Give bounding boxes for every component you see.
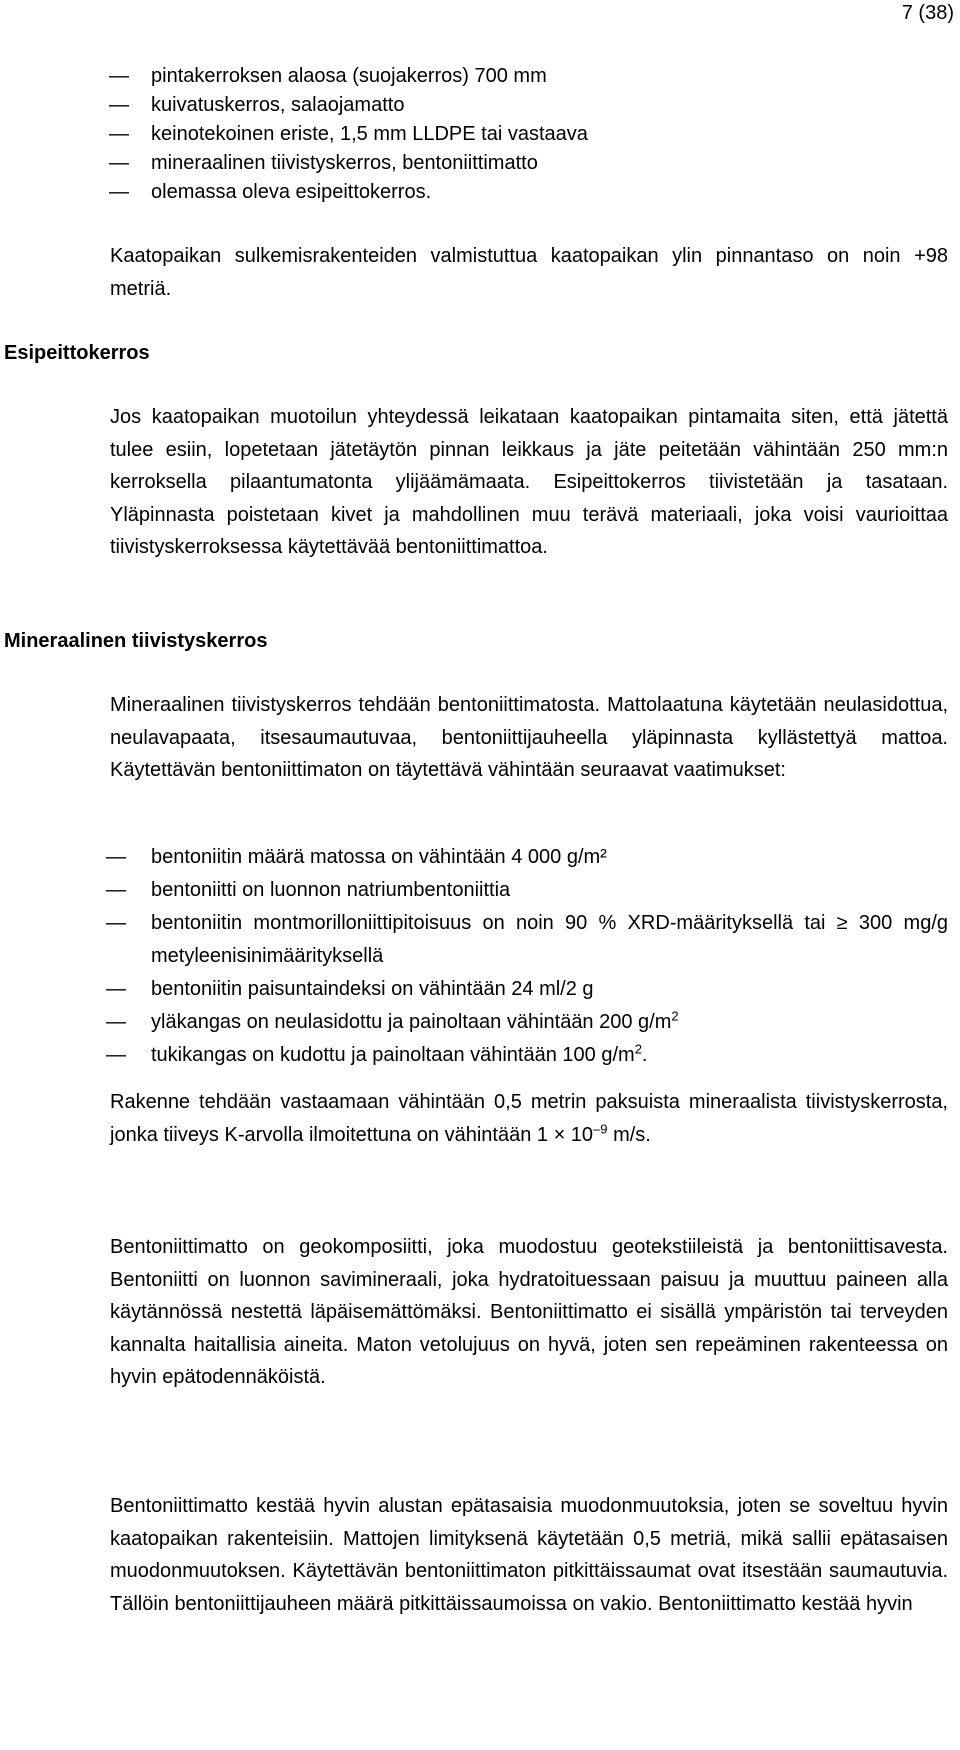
list-item: [106, 841, 948, 874]
requirements-block: [106, 841, 948, 1072]
paragraph2: [110, 1086, 948, 1151]
requirements-list: [106, 841, 948, 1072]
section-heading-mineraalinen-tiivistyskerros: Mineraalinen tiivistyskerros: [4, 630, 268, 652]
intro-section: [110, 62, 948, 207]
superscript: 2: [671, 1008, 679, 1024]
list-dash: —: [109, 181, 129, 203]
list-item-text: pintakerroksen alaosa (suojakerros) 700 mm: [151, 65, 547, 87]
section2-intro-block: [110, 689, 948, 787]
requirement-text: bentoniitin montmorilloniittipitoisuus on noin 90 % XRD-määrityksellä tai ≥ 300 mg/g metyleenisinimäärityksellä: [151, 912, 948, 967]
list-item: [106, 1006, 948, 1039]
list-item: [106, 973, 948, 1006]
paragraph3-block: [110, 1231, 948, 1394]
requirement-text: bentoniitti on luonnon natriumbentoniittia: [151, 879, 511, 901]
superscript: –9: [593, 1120, 608, 1136]
list-item: [106, 874, 948, 907]
list-dash: —: [106, 879, 126, 901]
section1-paragraph: Jos kaatopaikan muotoilun yhteydessä leikataan kaatopaikan pintamaita siten, että jätettä tulee esiin, lopetetaan jätetäytön pinnan leikkaus ja jäte peitetään vähintään 250 mm:n kerroksella pilaantumatonta ylijäämämaata. Esipeittokerros tiivistetään ja tasataan. Yläpinnasta poistetaan kivet ja mahdollinen muu terävä materiaali, joka voisi vaurioittaa tiivistyskerroksessa käytettävää bentoniittimattoa.: [110, 406, 948, 558]
list-dash: —: [106, 1011, 126, 1033]
list-item: [110, 91, 948, 120]
paragraph4: Bentoniittimatto kestää hyvin alustan epätasaisia muodonmuutoksia, joten se soveltuu hyvin kaatopaikan rakenteisiin. Mattojen limityksenä käytetään 0,5 metriä, mikä sallii epätasaisen muodonmuutoksen. Käytettävän bentoniittimaton pitkittäissaumat ovat itsestään saumautuvia. Tällöin bentoniittijauheen määrä pitkittäissaumoissa on vakio. Bentoniittimatto kestää hyvin: [110, 1495, 948, 1615]
list-dash: —: [106, 846, 126, 868]
requirement-text: yläkangas on neulasidottu ja painoltaan vähintään 200 g/m: [151, 1011, 672, 1033]
intro-paragraph: Kaatopaikan sulkemisrakenteiden valmistuttua kaatopaikan ylin pinnantaso on noin +98 metriä.: [110, 245, 948, 300]
paragraph3: Bentoniittimatto on geokomposiitti, joka muodostuu geotekstiileistä ja bentoniittisavesta. Bentoniitti on luonnon savimineraali, joka hydratoituessaan paisuu ja muuttuu paineen alla käytännössä nestettä läpäisemättömäksi. Bentoniittimatto ei sisällä ympäristön tai terveyden kannalta haitallisia aineita. Maton vetolujuus on hyvä, joten sen repeäminen rakenteessa on hyvin epätodennäköistä.: [110, 1236, 948, 1388]
list-dash: —: [109, 152, 129, 174]
section-heading-esipeittokerros: Esipeittokerros: [4, 342, 150, 364]
list-dash: —: [106, 912, 126, 934]
intro-paragraph-block: [110, 240, 948, 305]
list-item: [110, 62, 948, 91]
superscript: 2: [634, 1041, 642, 1057]
list-dash: —: [109, 123, 129, 145]
list-item-text: kuivatuskerros, salaojamatto: [151, 94, 405, 116]
layer-list: [110, 62, 948, 207]
list-dash: —: [106, 978, 126, 1000]
requirement-text: tukikangas on kudottu ja painoltaan vähintään 100 g/m: [151, 1044, 635, 1066]
paragraph2-tail: m/s.: [607, 1123, 651, 1146]
page-number: 7 (38): [901, 2, 954, 24]
section2-paragraph: Mineraalinen tiivistyskerros tehdään bentoniittimatosta. Mattolaatuna käytetään neulasidottua, neulavapaata, itsesaumautuvaa, bentoniittijauheella yläpinnasta kyllästettyä mattoa. Käytettävän bentoniittimaton on täytettävä vähintään seuraavat vaatimukset:: [110, 694, 948, 781]
requirement-text: bentoniitin määrä matossa on vähintään 4 000 g/m²: [151, 846, 607, 868]
requirement-text: bentoniitin paisuntaindeksi on vähintään 24 ml/2 g: [151, 978, 594, 1000]
section1-body: [110, 401, 948, 564]
requirement-tail: .: [641, 1044, 648, 1066]
list-item-text: mineraalinen tiivistyskerros, bentoniittimatto: [151, 152, 538, 174]
list-item-text: olemassa oleva esipeittokerros.: [151, 181, 432, 203]
paragraph2-text: Rakenne tehdään vastaamaan vähintään 0,5 metrin paksuista mineraalista tiivistyskerrosta, jonka tiiveys K-arvolla ilmoitettuna on vähintään 1 × 10: [110, 1091, 948, 1146]
list-dash: —: [106, 1044, 126, 1066]
list-item: [106, 1039, 948, 1072]
paragraph2-block: [110, 1086, 948, 1151]
list-item: [106, 907, 948, 973]
list-item-text: keinotekoinen eriste, 1,5 mm LLDPE tai vastaava: [151, 123, 588, 145]
list-dash: —: [109, 65, 129, 87]
list-item: [110, 178, 948, 207]
list-dash: —: [109, 94, 129, 116]
paragraph4-block: [110, 1490, 948, 1620]
list-item: [110, 149, 948, 178]
list-item: [110, 120, 948, 149]
